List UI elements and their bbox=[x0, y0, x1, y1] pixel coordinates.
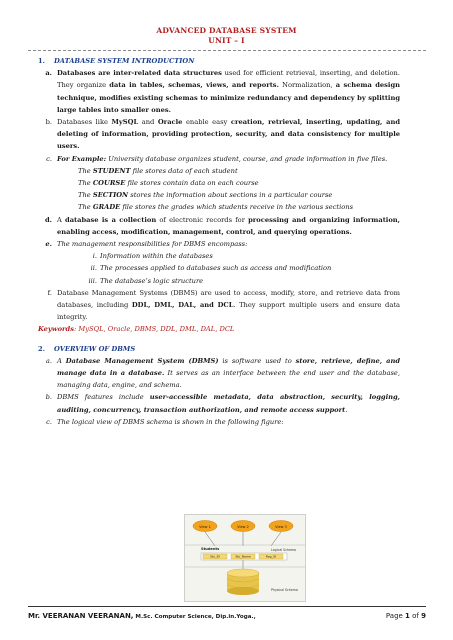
footer-divider bbox=[28, 606, 426, 607]
dbms-schema-figure bbox=[184, 514, 306, 602]
view-1 bbox=[193, 521, 217, 532]
item-1f: f. Database Management Systems (DBMS) are used to access, modify, store, and retrieve data from databases, including DDL, DML, DAL, and DCL. They support multiple users and ensure data integrity. bbox=[47, 288, 400, 322]
item-1a: a. Databases are inter-related data structures used for efficient retrieval, inserting, and deletion. They organize data in tables, schemas, views, and reports. Normalization, a schema design technique, modifies existing schemas to minimize redundancy and dependency by splitting large tables into smaller ones. bbox=[45, 69, 400, 114]
keywords-line: Keywords: MySQL, Oracle, DBMS, DDL, DML, DAL, DCL bbox=[38, 325, 235, 334]
svg-text:View 3: View 3 bbox=[275, 525, 287, 529]
responsibility-item: ii. The processes applied to databases such as access and modification bbox=[90, 264, 332, 273]
header-divider bbox=[28, 50, 426, 51]
field-stu-id bbox=[203, 554, 227, 559]
field-stu-name bbox=[231, 554, 255, 559]
database-cylinder-icon bbox=[227, 569, 259, 595]
page-number: Page 1 of 9 bbox=[385, 612, 426, 620]
footer-author: Mr. VEERANAN VEERANAN, M.Sc. Computer Science, Dip.in.Yoga., bbox=[28, 612, 256, 620]
item-1b: b. Databases like MySQL and Oracle enable easy creation, retrieval, inserting, updating, and deleting of information, providing protection, security, and data consistency for multiple users. bbox=[45, 118, 400, 151]
view-2 bbox=[231, 521, 255, 532]
view-3 bbox=[269, 521, 293, 532]
file-line-student: The STUDENT file stores data of each student bbox=[78, 166, 238, 175]
figure-group-title: Students bbox=[201, 547, 220, 551]
file-line-course: The COURSE file stores contain data on each course bbox=[78, 179, 259, 188]
document-body bbox=[38, 55, 400, 428]
responsibility-item: iii. The database’s logic structure bbox=[88, 276, 204, 285]
logical-schema-label: Logical Schema bbox=[271, 548, 296, 552]
field-reg-id bbox=[259, 554, 283, 559]
file-line-grade: The GRADE file stores the grades which students receive in the various sections bbox=[78, 203, 354, 212]
section-2-heading: 2. OVERVIEW OF DBMS bbox=[38, 344, 136, 353]
responsibility-item: i. Information within the databases bbox=[92, 252, 213, 261]
svg-text:View 2: View 2 bbox=[237, 525, 249, 529]
section-1-heading: 1. DATABASE SYSTEM INTRODUCTION bbox=[38, 57, 195, 65]
file-line-section: The SECTION stores the information about sections in a particular course bbox=[78, 191, 333, 200]
item-2b: b. DBMS features include user-accessible metadata, data abstraction, security, logging, auditing, concurrency, transaction authorization, and remote access support. bbox=[45, 393, 400, 414]
header-title: ADVANCED DATABASE SYSTEM bbox=[156, 26, 297, 35]
item-1e: e. The management responsibilities for DBMS encompass: bbox=[45, 240, 248, 249]
svg-text:View 1: View 1 bbox=[199, 525, 211, 529]
page-header bbox=[0, 26, 453, 45]
header-unit: UNIT – I bbox=[208, 35, 245, 45]
svg-text:Stu_Name: Stu_Name bbox=[235, 554, 251, 559]
item-1c: c. For Example: University database organizes student, course, and grade information in five files. bbox=[46, 154, 388, 163]
physical-schema-label: Physical Schema bbox=[271, 588, 298, 592]
svg-text:Reg_ID: Reg_ID bbox=[265, 554, 277, 559]
svg-text:Stu_ID: Stu_ID bbox=[210, 554, 220, 559]
page-footer bbox=[28, 612, 426, 620]
item-1d: d. A database is a collection of electronic records for processing and organizing information, enabling access, modification, management, control, and querying operations. bbox=[44, 215, 400, 236]
item-2a: a. A Database Management System (DBMS) is software used to store, retrieve, define, and manage data in a database. It serves as an interface between the end user and the database, managing data, engine, and schema. bbox=[45, 356, 400, 390]
item-2c: c. The logical view of DBMS schema is shown in the following figure: bbox=[46, 417, 284, 426]
